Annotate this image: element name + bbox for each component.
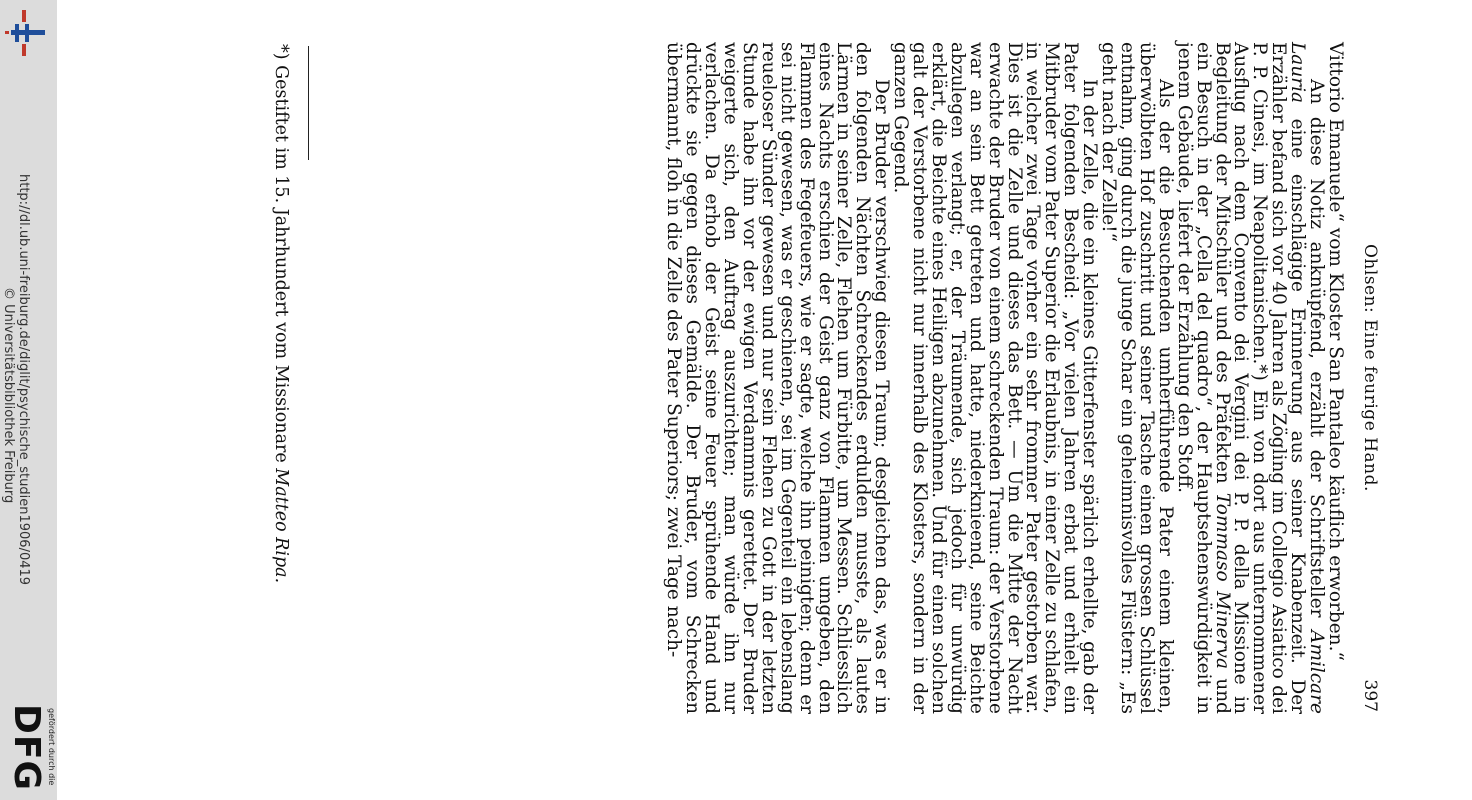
dfg-logo: DFG	[6, 704, 47, 792]
scanned-page	[220, 42, 1380, 722]
missionary-name: Matteo Ripa.	[271, 468, 291, 584]
page-number: 397	[1360, 679, 1380, 712]
footnote: *) Gestiftet im 15. Jahrhundert vom Missionare Matteo Ripa.	[271, 44, 291, 584]
footnote-rule	[308, 46, 309, 160]
paragraph: In der Zelle, die ein kleines Gitterfenster spärlich erhellte, gab der Pater folgenden Bescheid: „Vor vielen Jahren erbat und erhielt ein Mitbruder vom Pater Superior die Erlaubnis, in einer Zelle zu schlafen, in welcher zwei Tage vorher ein sehr frommer Pater gestorben war. Dies ist die Zelle und dieses das Bett. — Um die Mitte der Nacht erwachte der Bruder von einem schreckenden Traum: der Verstorbene war an sein Bett getreten und hatte, niederknieend, seine Beichte abzulegen verlangt; er, der Träumende, sich jedoch für unwürdig erklärt, die Beichte eines Heiligen abzunehmen. Und für einen solchen galt der Verstorbene nicht nur innerhalb des Klosters, sondern in der ganzen Gegend.	[890, 42, 1101, 714]
running-head	[1358, 42, 1380, 722]
paragraph: An diese Notiz anknüpfend, erzählt der Schriftsteller Amilcare Lauria eine einschlägige Erinnerung aus seiner Knabenzeit. Der Erzähler befand sich vor 40 Jahren als Zögling im Collegio Asiatico dei P. P. Cinesi, im Neapolitanischen.*) Ein von dort aus unternommener Ausflug nach dem Convento dei Vergini dei P. P. della Missione in Begleitung der Mitschüler und des Präfekten Tommaso Minerva und ein Besuch in der „Cella del quadro“, der Hauptsehenswürdigkeit in jenem Gebäude, liefert der Erzählung den Stoff.	[1173, 42, 1328, 714]
document-url[interactable]: http://dl.ub.uni-freiburg.de/diglit/psychische_studien1906/0419	[16, 174, 31, 586]
dfg-funded-label: gefördert durch die	[47, 708, 56, 786]
ub-freiburg-logo-icon	[5, 10, 49, 56]
running-title: Ohlsen: Eine feurige Hand.	[1360, 244, 1380, 492]
author-name: Amilcare Lauria	[1287, 42, 1328, 714]
paragraph: Vittorio Emanuele“ vom Kloster San Pantaleo käuflich erworben.“	[1325, 42, 1346, 661]
body-text	[663, 42, 1344, 714]
paragraph: Als der die Besuchenden umherführende Pater einem kleinen, überwölbten Hof zuschritt und seiner Tasche einen grossen Schlüssel entnahm, ging durch die junge Schar ein geheimnisvolles Flüstern: „Es geht nach der Zelle!“	[1098, 42, 1176, 714]
paragraph: Der Bruder verschwieg diesen Traum; desgleichen das, was er in den folgenden Nächten Schreckendes erdulden musste, als lautes Lärmen in seiner Zelle, Flehen um Fürbitte, um Messen. Schliesslich eines Nachts erschien der Geist ganz von Flammen umgeben, den Flammen des Fegefeuers, wie er sagte, welche ihn peinigten; denn er sei nicht gewesen, was er geschienen, sei im Gegenteil ein lebenslang reueloser Sünder gewesen und nur sein Flehen zu Gott in der letzten Stunde habe ihn vor der ewigen Verdammnis gerettet. Der Bruder weigerte sich, den Auftrag auszurichten; man würde ihn nur verlachen. Da erhob der Geist seine Feuer sprühende Hand und drückte sie gegen dieses Gemälde. Der Bruder, vom Schrecken übermannt, floh in die Zelle des Pater Superiors; zwei Tage nach-	[663, 42, 893, 714]
viewer-sidebar	[0, 0, 57, 800]
copyright-notice: © Universitätsbibliothek Freiburg	[1, 287, 16, 504]
prefect-name: Tommaso Minerva	[1211, 492, 1233, 670]
